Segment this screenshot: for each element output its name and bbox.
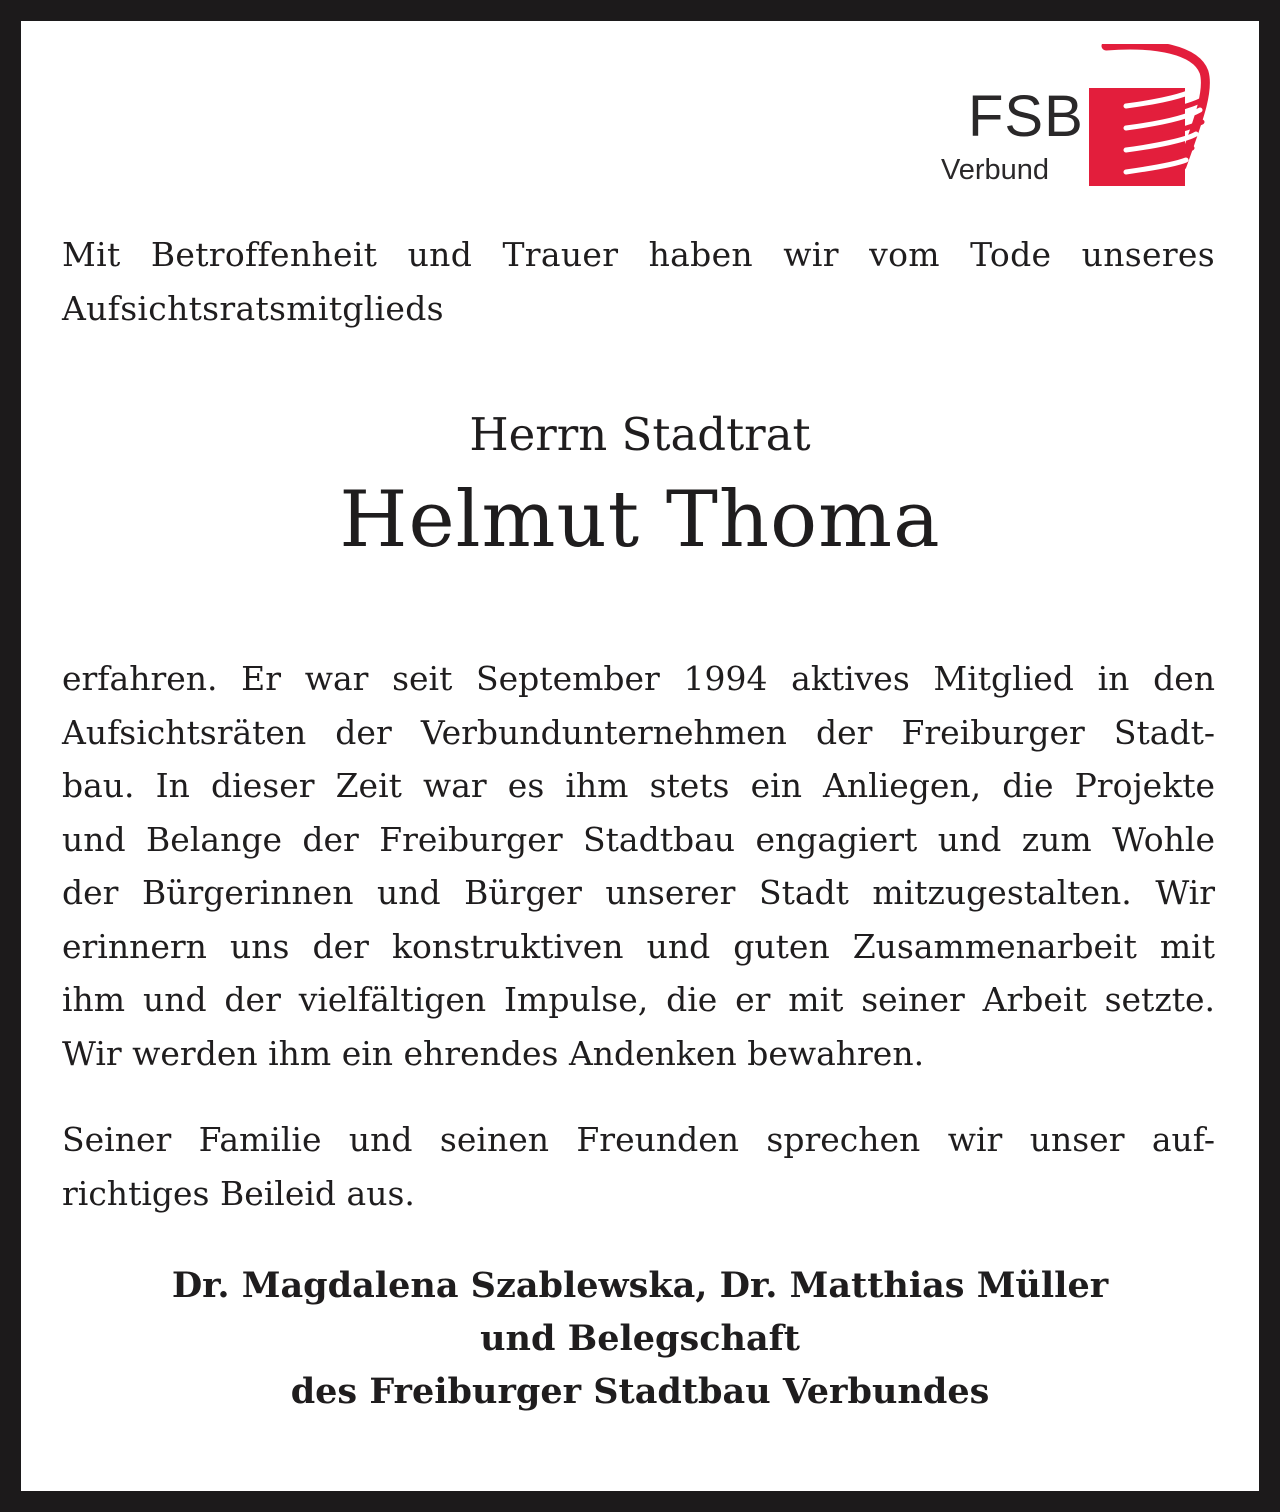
paragraph-line: und Belange der Freiburger Stadtbau engagiert und zum Wohle	[62, 819, 1215, 859]
logo-subtitle: Verbund	[941, 154, 1050, 186]
signature-line: und Belegschaft	[480, 1318, 800, 1359]
paragraph-line: ihm und der vielfältigen Impulse, die er mit seiner Arbeit setzte.	[62, 980, 1215, 1019]
intro-line: Mit Betroffenheit und Trauer haben wir vom Tode unseres	[62, 235, 1215, 274]
paragraph-line: erfahren. Er war seit September 1994 aktives Mitglied in den	[62, 659, 1215, 698]
signature-line: des Freiburger Stadtbau Verbundes	[290, 1371, 990, 1412]
tribute-paragraph	[62, 652, 1215, 1080]
intro-line: Aufsichtsratsmitglieds	[62, 289, 444, 328]
paragraph-line: bau. In dieser Zeit war es ihm stets ein Anliegen, die Projekte	[62, 766, 1215, 805]
paragraph-line: Aufsichtsräten der Verbundunternehmen der Freiburger Stadt-	[62, 712, 1215, 752]
paragraph-line: der Bürgerinnen und Bürger unserer Stadt mitzugestalten. Wir	[62, 873, 1215, 912]
deceased-name: Helmut Thoma	[339, 475, 941, 565]
signature-line: Dr. Magdalena Szablewska, Dr. Matthias Müller	[171, 1265, 1109, 1306]
paragraph-line: erinnern uns der konstruktiven und guten Zusammenarbeit mit	[62, 926, 1215, 966]
paragraph-line: Wir werden ihm ein ehrendes Andenken bewahren.	[62, 1033, 925, 1073]
paragraph-line: Seiner Familie und seinen Freunden sprechen wir unser auf-	[62, 1120, 1215, 1159]
paragraph-line: richtiges Beileid aus.	[62, 1173, 415, 1213]
condolence-paragraph	[62, 1113, 1215, 1220]
logo-mark-icon	[1086, 44, 1216, 194]
signature-block	[0, 1259, 1280, 1418]
salutation: Herrn Stadtrat	[469, 408, 811, 461]
logo-letters: FSB	[968, 84, 1084, 149]
intro-text	[62, 228, 1215, 336]
fsb-verbund-logo	[920, 26, 1220, 196]
